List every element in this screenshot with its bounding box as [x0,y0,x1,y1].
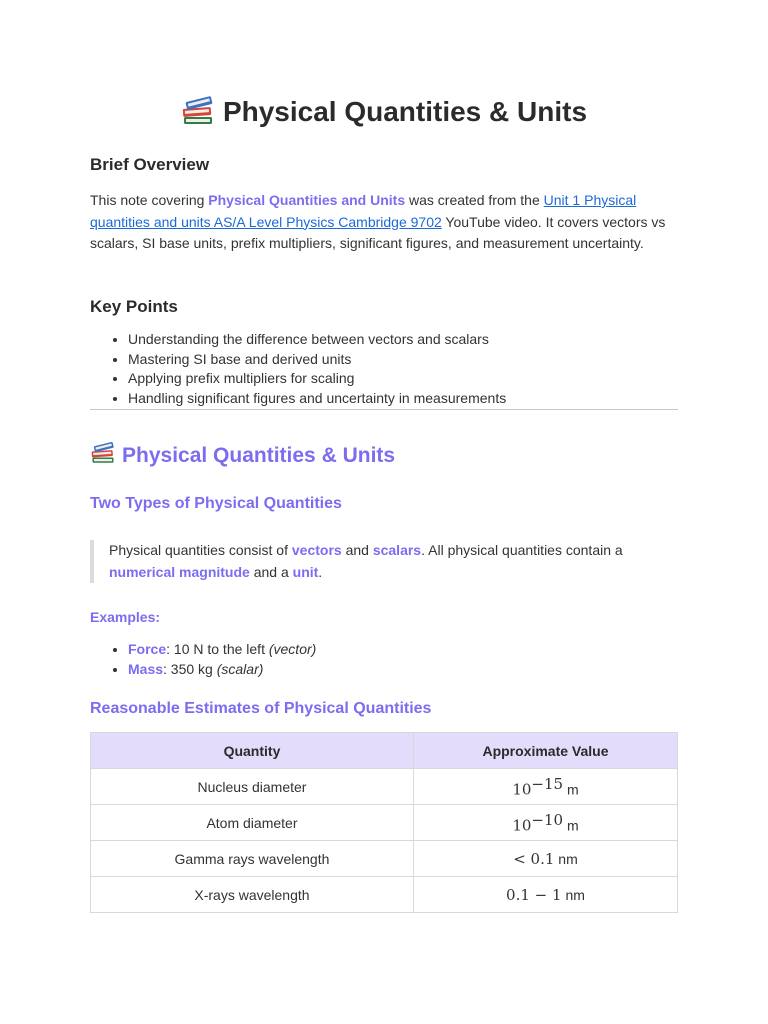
value-unit: m [563,817,579,834]
overview-text: YouTube video. It covers vectors vs scalars, SI base units, prefix multipliers, significant figures, and measurement uncertainty. [90,213,666,251]
table-row [91,877,678,913]
quantity-cell: Atom diameter [91,805,414,841]
table-row [91,769,678,805]
value-exponent: −10 [531,810,564,829]
overview-heading: Brief Overview [90,155,210,174]
list-item: • Mastering SI base and derived units [128,350,506,370]
page-title [90,92,678,132]
value-base: < 0.1 [513,849,555,868]
example-note: (vector) [268,641,317,657]
column-header: Quantity [91,733,414,769]
table-row [91,841,678,877]
key-points-list [90,330,506,408]
value-cell [413,769,677,805]
example-term: Mass [128,661,164,677]
table-row [91,805,678,841]
books-icon [181,95,215,127]
overview-text: This note covering [90,192,209,208]
section-divider [90,409,678,410]
term-unit: unit [292,563,319,580]
value-unit: m [563,781,579,798]
column-header: Approximate Value [413,733,677,769]
value-base: 10 [512,816,532,835]
quote-text: Physical quantities consist of [109,542,292,558]
quote-text: and [341,542,373,558]
books-icon [90,441,116,465]
term-magnitude: numerical magnitude [109,563,250,580]
section-title-text: Physical Quantities & Units [122,444,396,467]
examples-label: Examples: [90,609,161,625]
example-term: Force [128,641,167,657]
list-item: • Applying prefix multipliers for scaling [128,369,506,389]
example-text: : 350 kg [163,661,217,677]
quote-text: and a [249,563,293,580]
estimates-table [90,732,678,913]
quote-text: . All physical quantities contain a [421,542,623,558]
example-text: : 10 N to the left [166,641,269,657]
subsection-heading: Two Types of Physical Quantities [90,495,342,512]
term-vectors: vectors [291,542,342,558]
quantity-cell: Gamma rays wavelength [91,841,414,877]
example-note: (scalar) [216,661,264,677]
value-exponent: −15 [531,774,564,793]
value-cell [413,805,677,841]
list-item: • Handling significant figures and uncertainty in measurements [128,389,506,409]
list-item [128,659,316,679]
quote-text: . [318,563,323,580]
topic-highlight: Physical Quantities and Units [208,192,406,208]
section-title [90,441,395,471]
value-cell [413,877,677,913]
term-scalars: scalars [372,542,422,558]
definition-blockquote [90,540,678,583]
overview-text: was created from the [405,192,544,208]
value-unit: nm [561,886,585,903]
table-header-row [91,733,678,769]
value-base: 10 [512,780,532,799]
value-base: 0.1 − 1 [506,885,562,904]
value-unit: nm [554,850,578,867]
subsection-heading: Reasonable Estimates of Physical Quantities [90,700,432,717]
key-points-heading: Key Points [90,297,178,316]
quantity-cell: Nucleus diameter [91,769,414,805]
list-item [128,639,316,659]
source-video-link[interactable]: Unit 1 Physical quantities and units AS/A Level Physics Cambridge 9702 [90,192,637,230]
examples-list [90,639,316,679]
overview-paragraph [90,190,678,255]
list-item: • Understanding the difference between vectors and scalars [128,330,506,350]
value-cell [413,841,677,877]
page-title-text: Physical Quantities & Units [222,96,588,127]
quantity-cell: X-rays wavelength [91,877,414,913]
